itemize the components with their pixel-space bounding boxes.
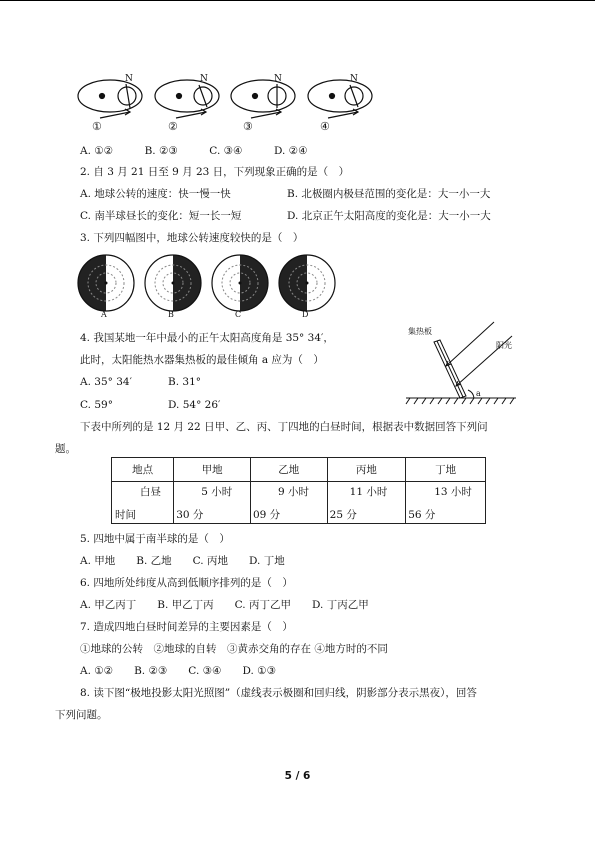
table-row-label-2: 时间: [115, 508, 136, 521]
q3-label: C: [235, 310, 242, 318]
q7-options: A. ①② B. ②③ C. ③④ D. ①③: [80, 665, 277, 677]
q7-stem: 7. 造成四地白昼时间差异的主要因素是（ ）: [80, 621, 293, 633]
q2-option-d: D. 北京正午太阳高度的变化是：大一小一大: [287, 210, 491, 222]
table-intro-2: 题。: [55, 443, 76, 455]
orbit-n-label: N: [200, 74, 208, 84]
daylight-table: [111, 457, 486, 524]
q4-option-b: B. 31°: [168, 376, 202, 388]
q4-stem-1: 4. 我国某地一年中最小的正午太阳高度角是 35° 34′，: [80, 332, 334, 344]
table-cell-minutes: 25 分: [329, 508, 357, 521]
q2-option-a: A. 地球公转的速度：快一慢一快: [80, 188, 231, 200]
table-intro-1: 下表中所列的是 12 月 22 日甲、乙、丙、丁四地的白昼时间，根据表中数据回答下列问: [80, 421, 488, 433]
sunlight-label: 阳光: [496, 341, 512, 350]
table-cell-minutes: 30 分: [176, 508, 204, 521]
q2-stem: 2. 自 3 月 21 日至 9 月 23 日，下列现象正确的是（ ）: [80, 166, 350, 178]
table-cell-hours: 9 小时: [277, 485, 309, 498]
q5-stem: 5. 四地中属于南半球的是（ ）: [80, 533, 230, 545]
q3-earth-figures: [76, 250, 346, 318]
table-cell-hours: 11 小时: [349, 485, 388, 498]
table-header-cell: 甲地: [174, 458, 251, 482]
q2-option-b: B. 北极圈内极昼范围的变化是：大一小一大: [287, 188, 491, 200]
table-header-cell: 乙地: [250, 458, 327, 482]
table-cell-hours: 5 小时: [201, 485, 233, 498]
page-number: 5 / 6: [284, 770, 311, 782]
solar-collector-diagram: [400, 320, 520, 410]
q8-line-1: 8. 读下图“极地投影太阳光照图”（虚线表示极圈和回归线，阴影部分表示黑夜），回答: [80, 687, 477, 699]
orbit-figures: [70, 72, 380, 136]
q3-label: B: [168, 310, 174, 318]
q4-option-c: C. 59°: [80, 399, 113, 411]
orbit-fig-label: ②: [168, 120, 178, 133]
orbit-fig-label: ①: [92, 120, 102, 133]
q3-label: D: [302, 310, 309, 318]
table-cell: [174, 482, 251, 524]
q4-option-d: D. 54° 26′: [168, 399, 221, 411]
table-cell-minutes: 56 分: [408, 508, 436, 521]
table-header-cell: 地点: [112, 458, 174, 482]
table-row-label: [112, 482, 174, 524]
q3-label: A: [101, 310, 107, 318]
table-cell: [327, 482, 406, 524]
table-cell: [250, 482, 327, 524]
top-rule: [0, 0, 595, 1]
q7-factors: ①地球的公转 ②地球的自转 ③黄赤交角的存在 ④地方时的不同: [80, 643, 388, 655]
orbit-n-label: N: [125, 74, 133, 84]
q1-options: A. ①② B. ②③ C. ③④ D. ②④: [80, 145, 308, 157]
q3-stem: 3. 下列四幅图中，地球公转速度较快的是（ ）: [80, 232, 304, 244]
q8-line-2: 下列问题。: [55, 709, 108, 721]
q5-options: A. 甲地 B. 乙地 C. 丙地 D. 丁地: [80, 555, 285, 567]
orbit-fig-label: ④: [320, 120, 330, 133]
collector-label: 集热板: [408, 327, 432, 336]
q2-option-c: C. 南半球昼长的变化：短一长一短: [80, 210, 242, 222]
q6-options: A. 甲乙丙丁 B. 甲乙丁丙 C. 丙丁乙甲 D. 丁丙乙甲: [80, 599, 369, 611]
q4-option-a: A. 35° 34′: [80, 376, 132, 388]
orbit-n-label: N: [274, 74, 282, 84]
table-cell: [406, 482, 486, 524]
table-cell-minutes: 09 分: [252, 508, 281, 521]
table-header-cell: 丁地: [406, 458, 486, 482]
q6-stem: 6. 四地所处纬度从高到低顺序排列的是（ ）: [80, 577, 293, 589]
table-header-cell: 丙地: [327, 458, 406, 482]
q4-stem-2: 此时，太阳能热水器集热板的最佳倾角 a 应为（ ）: [80, 354, 324, 366]
angle-label: a: [476, 389, 481, 398]
table-cell-hours: 13 小时: [434, 485, 472, 498]
table-row-label-1: 白昼: [140, 485, 161, 498]
orbit-fig-label: ③: [243, 120, 253, 133]
orbit-n-label: N: [350, 74, 358, 84]
